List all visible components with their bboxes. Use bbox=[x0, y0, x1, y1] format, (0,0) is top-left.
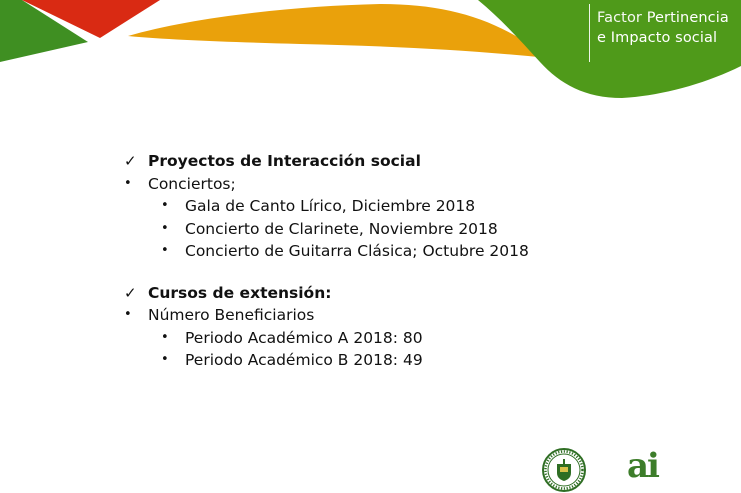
main-content bbox=[124, 150, 684, 372]
section-heading-row bbox=[124, 150, 684, 173]
bullet-icon: • bbox=[124, 307, 132, 322]
bullet-icon: • bbox=[161, 198, 169, 213]
sub-list-item bbox=[124, 349, 684, 372]
sub-list-item bbox=[124, 218, 684, 241]
header-title-line2: e Impacto social bbox=[597, 30, 718, 46]
section-heading: Proyectos de Interacción social bbox=[148, 152, 421, 170]
sub-list-item-text: Periodo Académico B 2018: 49 bbox=[185, 351, 423, 369]
sub-list-item-text: Concierto de Guitarra Clásica; Octubre 2018 bbox=[185, 242, 529, 260]
sub-list-item-text: Gala de Canto Lírico, Diciembre 2018 bbox=[185, 197, 476, 215]
sub-list-item bbox=[124, 240, 684, 263]
header-title bbox=[597, 8, 729, 48]
list-item-text: Conciertos; bbox=[148, 174, 236, 193]
check-icon: ✓ bbox=[124, 283, 137, 302]
bullet-icon: • bbox=[161, 329, 169, 345]
header-title-bold: Pertinencia bbox=[646, 10, 729, 26]
bullet-icon: • bbox=[161, 243, 169, 258]
orange-band bbox=[128, 4, 548, 58]
check-icon: ✓ bbox=[124, 152, 137, 170]
list-item-text: Número Beneficiarios bbox=[148, 306, 315, 324]
sub-list-item bbox=[124, 327, 684, 350]
bullet-icon: • bbox=[161, 220, 169, 236]
sub-list-item bbox=[124, 195, 684, 218]
ai-logo: ai bbox=[627, 446, 658, 486]
university-seal-icon bbox=[541, 447, 587, 493]
bullet-icon: • bbox=[161, 352, 169, 367]
header-divider bbox=[589, 4, 590, 62]
list-item bbox=[124, 304, 684, 327]
section-heading: Cursos de extensión: bbox=[148, 283, 332, 302]
list-item bbox=[124, 173, 684, 196]
section-heading-row bbox=[124, 282, 684, 305]
bullet-icon: • bbox=[124, 175, 132, 191]
header-title-light: Factor bbox=[597, 10, 647, 26]
sub-list-item-text: Periodo Académico A 2018: 80 bbox=[185, 328, 423, 347]
sub-list-item-text: Concierto de Clarinete, Noviembre 2018 bbox=[185, 219, 498, 238]
section-spacer bbox=[124, 263, 684, 282]
